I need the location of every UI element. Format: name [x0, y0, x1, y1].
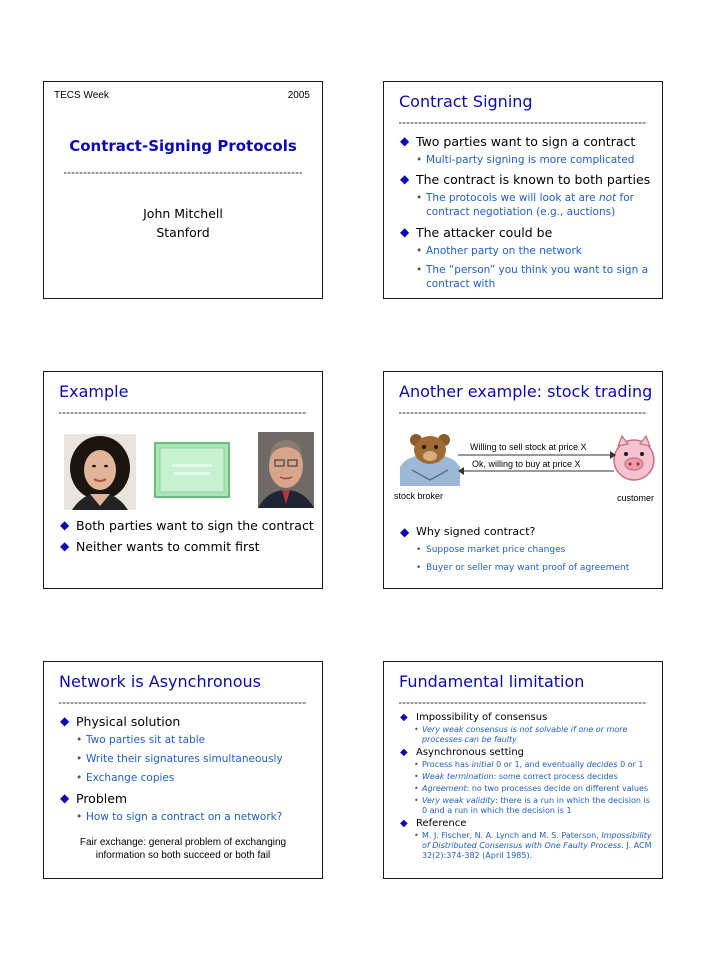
- title-rule: [59, 702, 307, 704]
- title-rule: [64, 172, 302, 174]
- slide-title: Another example: stock trading: [399, 382, 653, 401]
- person-photo-left: [64, 434, 136, 510]
- sub-bullet: • Very weak validity: there is a run in which the decision is 0 and a run in which the decision is 1: [396, 796, 654, 816]
- slide-title: Fundamental limitation: [399, 672, 585, 691]
- sub-bullet: • Agreement: no two processes decide on different values: [396, 784, 654, 794]
- message-sell: Willing to sell stock at price X: [470, 442, 587, 452]
- bullet: ◆ Reference: [396, 818, 654, 829]
- slide-6: [383, 661, 663, 879]
- arrow-buy-head: [458, 467, 464, 475]
- title-rule: [399, 122, 647, 124]
- slide-2: [383, 81, 663, 299]
- sub-bullet: • M. J. Fischer, N. A. Lynch and M. S. Paterson, Impossibility of Distributed Consensus with One Faulty Process. J. ACM 32(2):374-382 (April 1985).: [396, 831, 654, 861]
- header-left: TECS Week: [54, 90, 109, 101]
- sub-bullet: • Two parties sit at table: [56, 733, 314, 747]
- slide-title: Example: [59, 382, 129, 401]
- bullet: ◆ Impossibility of consensus: [396, 712, 654, 723]
- sub-bullet: • How to sign a contract on a network?: [56, 810, 314, 824]
- label-stock-broker: stock broker: [394, 491, 444, 501]
- sub-bullet: • Another party on the network: [396, 244, 654, 258]
- bear-broker-icon: [396, 430, 464, 486]
- sub-bullet: • The “person” you think you want to sign a contract with: [396, 263, 654, 291]
- bullet: ◆ The attacker could be: [396, 225, 654, 240]
- contract-document-icon: [154, 442, 230, 498]
- sub-bullet: • Weak termination: some correct process decides: [396, 772, 654, 782]
- bullet: ◆ Neither wants to commit first: [56, 539, 314, 554]
- header-right: 2005: [287, 90, 310, 101]
- bullet: ◆ Two parties want to sign a contract: [396, 134, 654, 149]
- sub-bullet: • Suppose market price changes: [396, 544, 654, 556]
- title-rule: [59, 412, 307, 414]
- message-buy: Ok, willing to buy at price X: [472, 459, 581, 469]
- slide-title: Contract Signing: [399, 92, 533, 111]
- affiliation: Stanford: [156, 225, 210, 240]
- author: John Mitchell: [143, 206, 223, 221]
- slide-4: [383, 371, 663, 589]
- label-customer: customer: [616, 493, 654, 503]
- title-rule: [399, 702, 647, 704]
- slide-1: [43, 81, 323, 299]
- slide-3: [43, 371, 323, 589]
- bullet: ◆ The contract is known to both parties: [396, 172, 654, 187]
- slide-5: [43, 661, 323, 879]
- title-rule: [399, 412, 647, 414]
- bullet: ◆ Asynchronous setting: [396, 747, 654, 758]
- sub-bullet: • Process has initial 0 or 1, and eventually decides 0 or 1: [396, 760, 654, 770]
- bullet: ◆ Physical solution: [56, 714, 314, 729]
- sub-bullet: • Multi-party signing is more complicated: [396, 153, 654, 167]
- fair-exchange-note: Fair exchange: general problem of exchanging information so both succeed or both fail: [79, 837, 287, 861]
- sub-bullet: • Very weak consensus is not solvable if one or more processes can be faulty: [396, 725, 654, 745]
- bullet: ◆ Problem: [56, 791, 314, 806]
- sub-bullet: • Exchange copies: [56, 771, 314, 785]
- person-photo-right: [258, 432, 314, 508]
- sub-bullet: • The protocols we will look at are not for contract negotiation (e.g., auctions): [396, 191, 654, 219]
- sub-bullet: • Write their signatures simultaneously: [56, 752, 314, 766]
- slide-title: Network is Asynchronous: [59, 672, 262, 691]
- sub-bullet: • Buyer or seller may want proof of agreement: [396, 562, 654, 574]
- bullet: ◆ Both parties want to sign the contract: [56, 518, 314, 533]
- arrow-sell-head: [610, 451, 616, 459]
- pig-customer-icon: [610, 432, 658, 484]
- bullet: ◆ Why signed contract?: [396, 525, 654, 538]
- page-title: Contract-Signing Protocols: [69, 137, 297, 155]
